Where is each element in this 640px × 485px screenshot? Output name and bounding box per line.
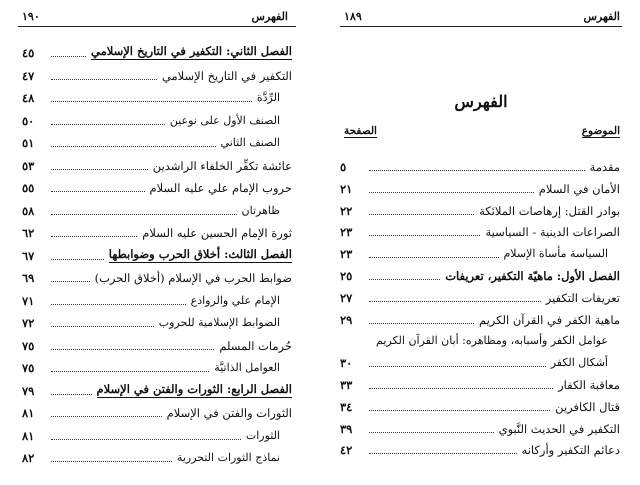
toc-entry-title: العوامل الذاتيَّة <box>214 361 280 374</box>
toc-entry[interactable] <box>22 40 292 60</box>
toc-entry-title: عوامل الكفر وأسبابه، ومظاهره: أبان القرآن الكريم <box>376 334 608 348</box>
toc-entry-title: الصنف الثاني <box>220 136 280 149</box>
toc-entry-page: ٢١ <box>340 181 353 196</box>
toc-entry-title: الفصل الأول: ماهيّة التكفير، تعريفات <box>445 269 620 283</box>
toc-entry[interactable] <box>340 285 620 305</box>
toc-entry-title: ظاهرتان <box>241 203 280 217</box>
toc-entry-title: الصراعات الدينية - السياسية <box>485 225 620 240</box>
toc-entry-page: ٧٥ <box>22 361 35 375</box>
toc-entry-page: ٦٧ <box>22 248 35 263</box>
dot-leader <box>51 191 145 192</box>
toc-entry[interactable] <box>22 288 292 308</box>
dot-leader <box>51 326 154 327</box>
dot-leader <box>51 461 172 462</box>
toc-entry[interactable] <box>22 400 292 420</box>
toc-entry-page: ٥٨ <box>22 203 35 218</box>
dot-leader <box>51 236 137 237</box>
toc-entry-title: الثورات <box>245 428 280 442</box>
dot-leader <box>51 169 148 170</box>
toc-entry[interactable] <box>340 416 620 436</box>
toc-entry[interactable] <box>340 437 620 457</box>
toc-entry-title: تعريفات التكفير <box>545 290 620 305</box>
toc-entry-page: ٥٣ <box>22 158 35 173</box>
toc-entry-page: ٧٢ <box>22 316 35 330</box>
toc-entry[interactable] <box>340 350 620 370</box>
toc-entry-title: مقدمة <box>589 160 620 174</box>
toc-entry-title: معاقبة الكفار <box>558 378 620 392</box>
toc-entry-title: ثورة الإمام الحسين عليه السلام <box>142 226 292 240</box>
toc-entry-page: ٦٢ <box>22 226 35 240</box>
dot-leader <box>51 304 186 305</box>
toc-entry-page: ٢٩ <box>340 312 353 327</box>
toc-entry[interactable] <box>340 328 620 348</box>
toc-entry-title: قتال الكافرين <box>555 399 620 414</box>
dot-leader <box>51 101 252 102</box>
toc-entry-page: ٤٨ <box>22 91 35 105</box>
toc-entry[interactable] <box>340 241 620 261</box>
toc-entry-title: بوادر القتل: إرهاصات الملائكة <box>479 203 620 218</box>
dot-leader <box>369 279 440 280</box>
dot-leader <box>369 235 480 236</box>
toc-entry[interactable] <box>22 153 292 173</box>
dot-leader <box>51 124 165 125</box>
toc-entry-page: ٤٥ <box>22 46 35 60</box>
toc-entry-title: حروب الإمام علي عليه السلام <box>149 181 292 195</box>
toc-entry[interactable] <box>22 445 292 465</box>
toc-entry-page: ٨١ <box>22 406 35 420</box>
toc-entry-title: الأمان في السلام <box>538 181 620 196</box>
toc-entry-page: ٨١ <box>22 428 35 443</box>
toc-entry-page: ٢٥ <box>340 269 353 283</box>
toc-entry-page: ٣٣ <box>340 378 353 392</box>
toc-entry-page: ٨٢ <box>22 451 35 465</box>
dot-leader <box>51 56 86 57</box>
toc-entry-page: ٥٥ <box>22 181 35 195</box>
toc-entry[interactable] <box>340 394 620 414</box>
toc-entry[interactable] <box>22 310 292 330</box>
toc-entry-title: الفصل الثاني: التكفير في التاريخ الإسلامي <box>90 44 292 58</box>
page-gutter <box>306 0 316 485</box>
toc-entry-title: حُرمات المسلم <box>219 338 292 353</box>
toc-entry-page: ٣٤ <box>340 399 353 414</box>
toc-entry[interactable] <box>22 85 292 105</box>
column-header-topic: الموضوع <box>581 125 620 137</box>
right-toc-list <box>340 154 620 474</box>
toc-entry-title: عائشة تكفِّر الخلفاء الراشدين <box>152 158 292 173</box>
dot-leader <box>369 432 494 433</box>
toc-entry[interactable] <box>340 263 620 283</box>
dot-leader <box>369 192 534 193</box>
left-page-number: ١٩٠ <box>22 10 40 23</box>
dot-leader <box>51 79 157 80</box>
toc-entry-title: الفصل الرابع: الثورات والفتن في الإسلام <box>96 381 292 396</box>
dot-leader <box>51 259 104 260</box>
toc-entry-page: ٧٩ <box>22 383 35 398</box>
dot-leader <box>369 170 585 171</box>
right-page-number: ١٨٩ <box>344 10 362 23</box>
toc-entry-title: الفصل الثالث: أخلاق الحرب وضوابطها <box>108 246 292 261</box>
dot-leader <box>51 394 92 395</box>
left-running-header: الفهرس <box>251 10 288 23</box>
toc-entry-page: ٥٠ <box>22 113 35 128</box>
toc-entry[interactable] <box>22 333 292 353</box>
dot-leader <box>51 349 214 350</box>
toc-entry[interactable] <box>22 355 292 375</box>
toc-entry[interactable] <box>22 243 292 263</box>
toc-entry-title: أشكال الكفر <box>550 356 608 370</box>
toc-entry[interactable] <box>340 154 620 174</box>
dot-leader <box>369 301 541 302</box>
dot-leader <box>369 323 474 324</box>
dot-leader <box>51 146 216 147</box>
dot-leader <box>369 388 553 389</box>
column-header-page: الصفحة <box>344 125 377 137</box>
toc-entry[interactable] <box>22 423 292 443</box>
toc-entry-page: ٢٣ <box>340 225 353 240</box>
dot-leader <box>51 214 237 215</box>
toc-entry-page: ٦٩ <box>22 271 35 285</box>
toc-entry-page: ٧٥ <box>22 338 35 353</box>
dot-leader <box>51 439 241 440</box>
dot-leader <box>369 453 517 454</box>
toc-entry[interactable] <box>22 378 292 398</box>
toc-entry[interactable] <box>22 63 292 83</box>
left-header-rule <box>18 26 296 27</box>
toc-entry-page: ٤٢ <box>340 443 353 458</box>
dot-leader <box>369 257 499 258</box>
dot-leader <box>51 281 90 282</box>
toc-entry-title: السياسة مأساة الإسلام <box>503 247 608 261</box>
right-page <box>322 0 640 485</box>
index-title: الفهرس <box>454 92 508 111</box>
dot-leader <box>51 371 209 372</box>
toc-entry[interactable] <box>340 176 620 196</box>
toc-entry-page: ٥١ <box>22 136 35 150</box>
toc-entry[interactable] <box>22 198 292 218</box>
toc-entry-title: التكفير في الحديث النَّبوي <box>498 421 620 436</box>
right-running-header: الفهرس <box>583 10 620 23</box>
right-header-rule <box>340 26 622 27</box>
dot-leader <box>51 416 162 417</box>
toc-entry-title: الثورات والفتن في الإسلام <box>166 406 292 420</box>
dot-leader <box>369 366 546 367</box>
toc-entry-page: ٣٠ <box>340 356 353 371</box>
toc-entry[interactable] <box>340 198 620 218</box>
toc-entry-page: ٢٣ <box>340 247 353 262</box>
toc-entry-page: ٣٩ <box>340 421 353 436</box>
toc-entry[interactable] <box>22 265 292 285</box>
toc-entry-page: ٤٧ <box>22 68 35 83</box>
toc-entry-page: ٧١ <box>22 293 35 308</box>
left-toc-list <box>22 40 292 470</box>
toc-entry-page: ٥ <box>340 160 347 174</box>
toc-entry-title: الرِّدَّة <box>256 91 280 104</box>
toc-entry-title: الإمام علي والروادع <box>190 293 280 307</box>
toc-entry-title: ماهية الكفر في القرآن الكريم <box>478 312 620 327</box>
toc-entry-page: ٢٢ <box>340 203 353 218</box>
dot-leader <box>369 214 474 215</box>
toc-entry-title: التكفير في التاريخ الإسلامي <box>161 68 292 83</box>
toc-entry[interactable] <box>22 220 292 240</box>
toc-entry[interactable] <box>22 108 292 128</box>
toc-entry[interactable] <box>340 307 620 327</box>
dot-leader <box>369 410 550 411</box>
toc-entry-title: نماذج الثورات التحررية <box>176 451 280 464</box>
toc-entry-title: الضوابط الإسلامية للحروب <box>158 316 280 329</box>
toc-entry[interactable] <box>340 372 620 392</box>
toc-entry-page: ٢٧ <box>340 290 353 305</box>
toc-entry[interactable] <box>340 219 620 239</box>
left-page <box>0 0 300 485</box>
toc-entry-title: دعائم التكفير وأركانه <box>521 443 620 458</box>
toc-entry-title: ضوابط الحرب في الإسلام (أخلاق الحرب) <box>94 271 292 285</box>
toc-entry-title: الصنف الأول على نوعين <box>169 113 280 127</box>
toc-entry[interactable] <box>22 175 292 195</box>
toc-entry[interactable] <box>22 130 292 150</box>
